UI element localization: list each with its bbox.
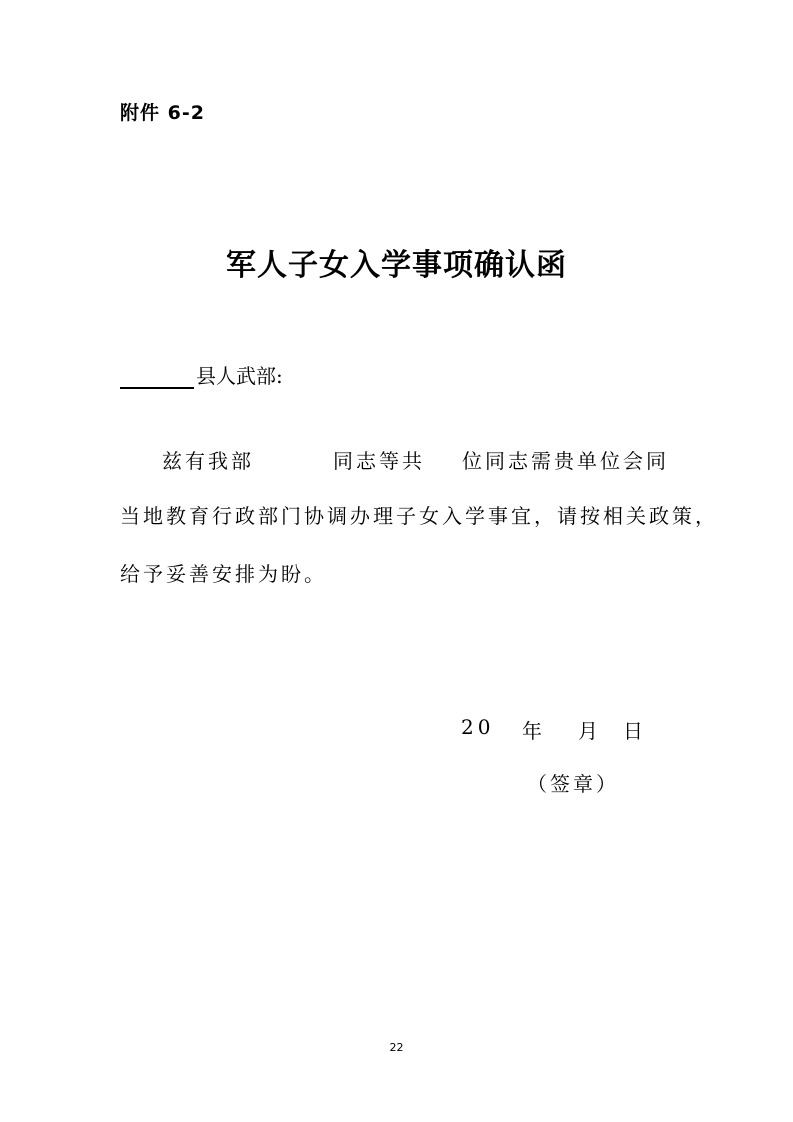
paragraph-line-3: 给予妥善安排为盼。 bbox=[120, 562, 327, 586]
date-month-label: 月 bbox=[578, 719, 598, 743]
attachment-label: 附件 6-2 bbox=[120, 102, 205, 124]
date-year-prefix: 20 bbox=[461, 715, 495, 739]
paragraph-part-2: 同志等共 bbox=[333, 449, 425, 473]
county-name-blank bbox=[120, 363, 194, 389]
seal-note: （签章） bbox=[527, 772, 619, 796]
paragraph-part-3: 位同志需贵单位会同 bbox=[462, 449, 669, 473]
page-number: 22 bbox=[389, 1041, 404, 1054]
paragraph-line-2: 当地教育行政部门协调办理子女入学事宜，请按相关政策， bbox=[120, 504, 718, 528]
salutation bbox=[120, 360, 283, 389]
date-year-label: 年 bbox=[522, 719, 542, 743]
date-day-label: 日 bbox=[623, 719, 643, 743]
paragraph-part-1: 兹有我部 bbox=[162, 449, 254, 473]
document-title: 军人子女入学事项确认函 bbox=[226, 248, 567, 283]
salutation-text: 县人武部: bbox=[196, 364, 283, 388]
